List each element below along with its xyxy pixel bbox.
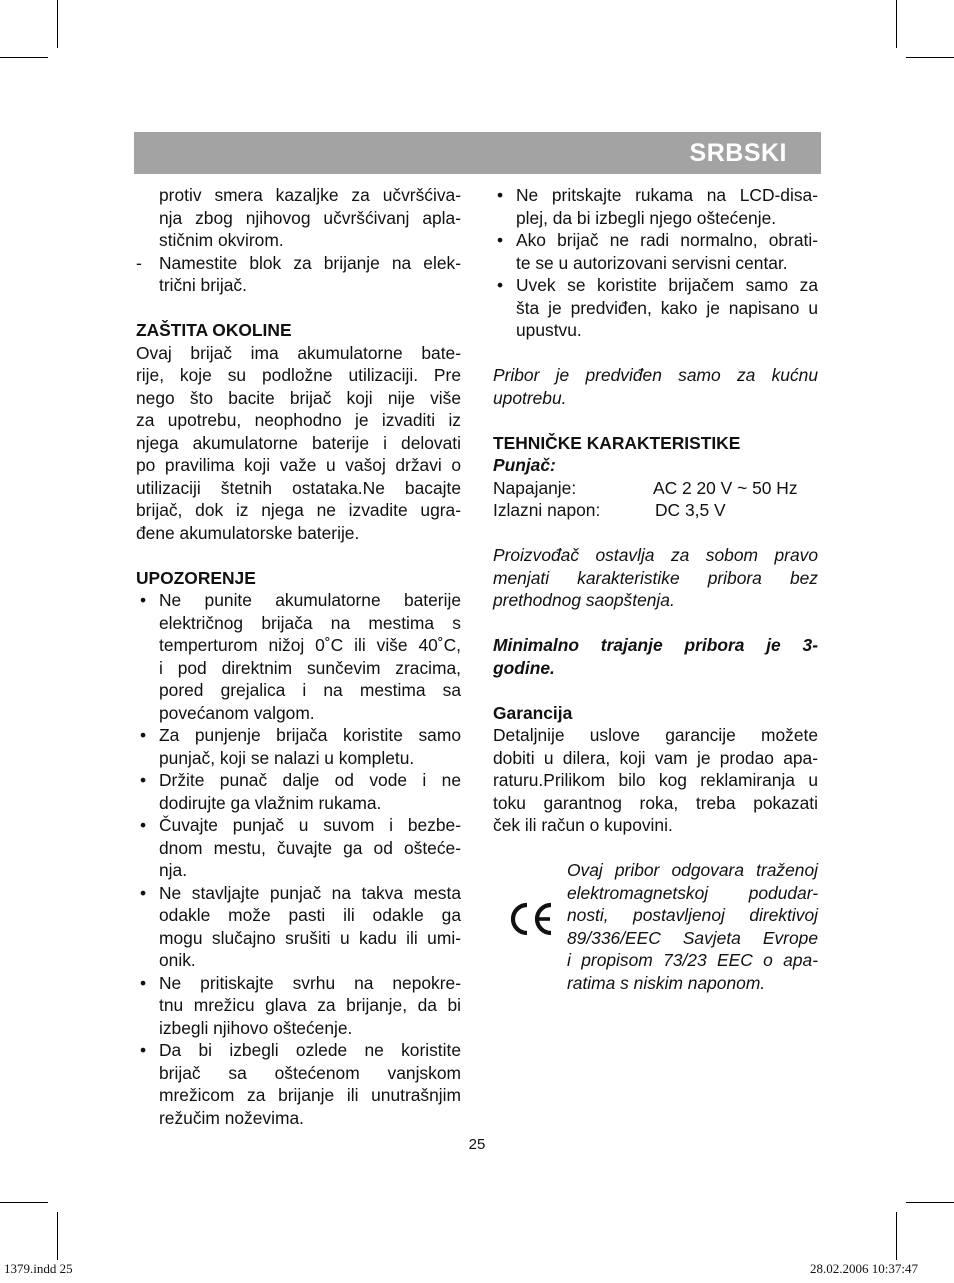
text-line: Ne pritiskajte svrhu na nepokre-: [159, 972, 461, 993]
dash-marker: -: [136, 252, 142, 273]
crop-mark: [906, 1202, 954, 1203]
bullet-item: [136, 972, 461, 1040]
text-line: po pravilima koji važe u vašoj državi o: [136, 455, 461, 475]
bullet-item: [136, 724, 461, 769]
bullet-marker: •: [497, 275, 504, 295]
text-line: tnu mrežicu glava za brijanje, da bi: [159, 995, 461, 1015]
crop-mark: [906, 57, 954, 58]
bullet-item: [136, 1039, 461, 1129]
lifetime-note: [493, 634, 818, 679]
text-line: trični brijač.: [159, 275, 247, 295]
date-slug: 28.02.2006 10:37:47: [810, 1261, 918, 1276]
text-line: punjač, koji se nalazi u kompletu.: [159, 747, 415, 768]
crop-mark: [0, 1202, 48, 1203]
ce-compliance: [493, 859, 818, 994]
text-line: Ne stavljajte punjač na takva mesta: [159, 882, 461, 903]
text-line: ček ili račun o kupovini.: [493, 815, 673, 835]
text-line: onik.: [159, 950, 196, 970]
file-slug: 1379.indd 25: [4, 1261, 73, 1276]
text-line: Da bi izbegli ozlede ne koristite: [159, 1040, 461, 1060]
text-line: Držite punač dalje od vode i ne: [159, 770, 461, 790]
text-line: prethodnog saopštenja.: [493, 590, 675, 610]
text-line: upustvu.: [516, 320, 582, 340]
spec-value: AC 2 20 V ~ 50 Hz: [653, 477, 798, 498]
text-line: za upotrebu, neophodno je izvaditi iz: [136, 410, 461, 430]
text-line: Ovaj pribor odgovara traženoj: [567, 860, 818, 880]
text-line: nosti, postavljenoj direktivoj: [567, 905, 818, 925]
tech-heading: TEHNIČKE KARAKTERISTIKE: [493, 432, 741, 453]
bullet-marker: •: [140, 770, 147, 790]
spec-label: Napajanje:: [493, 477, 577, 498]
text-line: utilizaciji štetnih ostataka.Ne bacajte: [136, 477, 461, 498]
page-number: 25: [468, 1136, 486, 1153]
text-line: Ne pritskajte rukama na LCD-disa-: [516, 185, 818, 205]
bullet-item: [136, 769, 461, 814]
text-line: režučim noževima.: [159, 1107, 304, 1128]
text-line: Ne punite akumulatorne baterije: [159, 590, 461, 610]
text-line: elektromagnetskoj podudar-: [567, 882, 818, 903]
text-line: šta je predviđen, kako je napisano u: [516, 297, 818, 318]
bullet-marker: •: [140, 815, 147, 835]
text-line: odakle može pasti ili odakle ga: [159, 905, 461, 925]
crop-mark: [57, 1212, 58, 1260]
text-line: raturu.Prilikom bilo kog reklamiranja u: [493, 770, 818, 790]
text-line: godine.: [493, 657, 555, 678]
bullet-marker: •: [497, 230, 504, 250]
text-line: i pod direktnim sunčevim zracima,: [159, 657, 461, 678]
rights-note: [493, 544, 818, 612]
text-line: mrežicom za brijanje ili unutrašnjim: [159, 1085, 461, 1105]
left-column: [136, 184, 461, 1129]
bullet-item: [136, 882, 461, 972]
text-line: dobiti u dilera, koji vam je prodao apa-: [493, 747, 818, 768]
text-line: električnog brijača na mestima s: [159, 612, 461, 633]
text-line: nja.: [159, 860, 188, 880]
text-line: brijač, dok iz njega ne izvadite ugra-: [136, 500, 461, 520]
text-line: Ako brijač ne radi normalno, obrati-: [516, 230, 818, 250]
text-line: izbegli njihovo oštećenje.: [159, 1017, 353, 1038]
text-line: protiv smera kazaljke za učvršćiva-: [159, 185, 461, 205]
ce-mark-icon: [507, 901, 555, 937]
bullet-marker: •: [140, 1040, 147, 1060]
text-line: toku garantnog roka, treba pokazati: [493, 792, 818, 813]
text-line: Minimalno trajanje pribora je 3-: [493, 635, 818, 655]
crop-mark: [57, 0, 58, 48]
text-line: plej, da bi izbegli njego oštećenje.: [516, 207, 777, 228]
bullet-marker: •: [140, 972, 147, 993]
bullet-item: [493, 274, 818, 342]
text-line: stičnim okvirom.: [159, 230, 284, 250]
text-line: brijač sa oštećenom vanjskom: [159, 1062, 461, 1083]
household-note: [493, 364, 818, 409]
bullet-item: [136, 814, 461, 882]
charger-label: Punjač:: [493, 455, 556, 475]
language-header-bar: [134, 132, 821, 174]
bullet-item: [136, 589, 461, 724]
bullet-item: [493, 229, 818, 274]
spec-label: Izlazni napon:: [493, 500, 601, 520]
bullet-marker: •: [497, 185, 504, 205]
environment-heading: ZAŠTITA OKOLINE: [136, 320, 292, 340]
text-line: Pribor je predviđen samo za kućnu: [493, 365, 818, 385]
text-line: ratima s niskim naponom.: [567, 972, 766, 993]
warranty-heading: Garancija: [493, 702, 573, 723]
text-line: pored grejalica i na mestima sa: [159, 680, 461, 700]
text-line: povećanom valgom.: [159, 702, 315, 723]
spec-value: DC 3,5 V: [655, 500, 726, 520]
bullet-item: [493, 184, 818, 229]
text-line: njega akumulatorne baterije i delovati: [136, 432, 461, 453]
text-line: Za punjenje brijača koristite samo: [159, 725, 461, 745]
text-line: temperturom nižoj 0˚C ili više 40˚C,: [159, 635, 461, 655]
ce-text: [567, 859, 818, 994]
text-line: 89/336/EEC Savjeta Evrope: [567, 927, 818, 948]
warranty-paragraph: [493, 724, 818, 837]
crop-mark: [896, 0, 897, 48]
text-line: Čuvajte punjač u suvom i bezbe-: [159, 815, 461, 835]
bullet-marker: •: [140, 725, 147, 745]
right-column: [493, 184, 818, 994]
language-title: SRBSKI: [689, 139, 787, 167]
continued-item: [136, 184, 461, 252]
text-line: menjati karakteristike pribora bez: [493, 567, 818, 588]
warning-heading: UPOZORENJE: [136, 567, 256, 588]
bullet-marker: •: [140, 882, 147, 903]
text-line: Ovaj brijač ima akumulatorne bate-: [136, 342, 461, 363]
text-line: Proizvođač ostavlja za sobom pravo: [493, 545, 818, 565]
bullet-marker: •: [140, 590, 147, 610]
text-line: mogu slučajno srušiti u kadu ili umi-: [159, 927, 461, 948]
text-line: dodirujte ga vlažnim rukama.: [159, 792, 382, 813]
text-line: Uvek se koristite brijačem samo za: [516, 275, 818, 295]
spec-row: [493, 477, 818, 500]
text-line: rije, koje su podložne utilizaciji. Pre: [136, 365, 461, 385]
environment-paragraph: [136, 342, 461, 545]
text-line: Namestite blok za brijanje na elek-: [159, 252, 461, 273]
text-line: đene akumulatorske baterije.: [136, 522, 360, 543]
text-line: te se u autorizovani servisni centar.: [516, 252, 788, 273]
text-line: Detaljnije uslove garancije možete: [493, 725, 818, 745]
text-line: nja zbog njihovog učvršćivanj apla-: [159, 207, 461, 228]
dash-item: [136, 252, 461, 297]
text-line: dnom mestu, čuvajte ga od ošteće-: [159, 837, 461, 858]
text-line: nego što bacite brijač koji nije više: [136, 387, 461, 408]
spec-row: [493, 499, 818, 522]
text-line: upotrebu.: [493, 387, 567, 408]
crop-mark: [896, 1212, 897, 1260]
crop-mark: [0, 57, 48, 58]
text-line: i propisom 73/23 EEC o apa-: [567, 950, 818, 970]
